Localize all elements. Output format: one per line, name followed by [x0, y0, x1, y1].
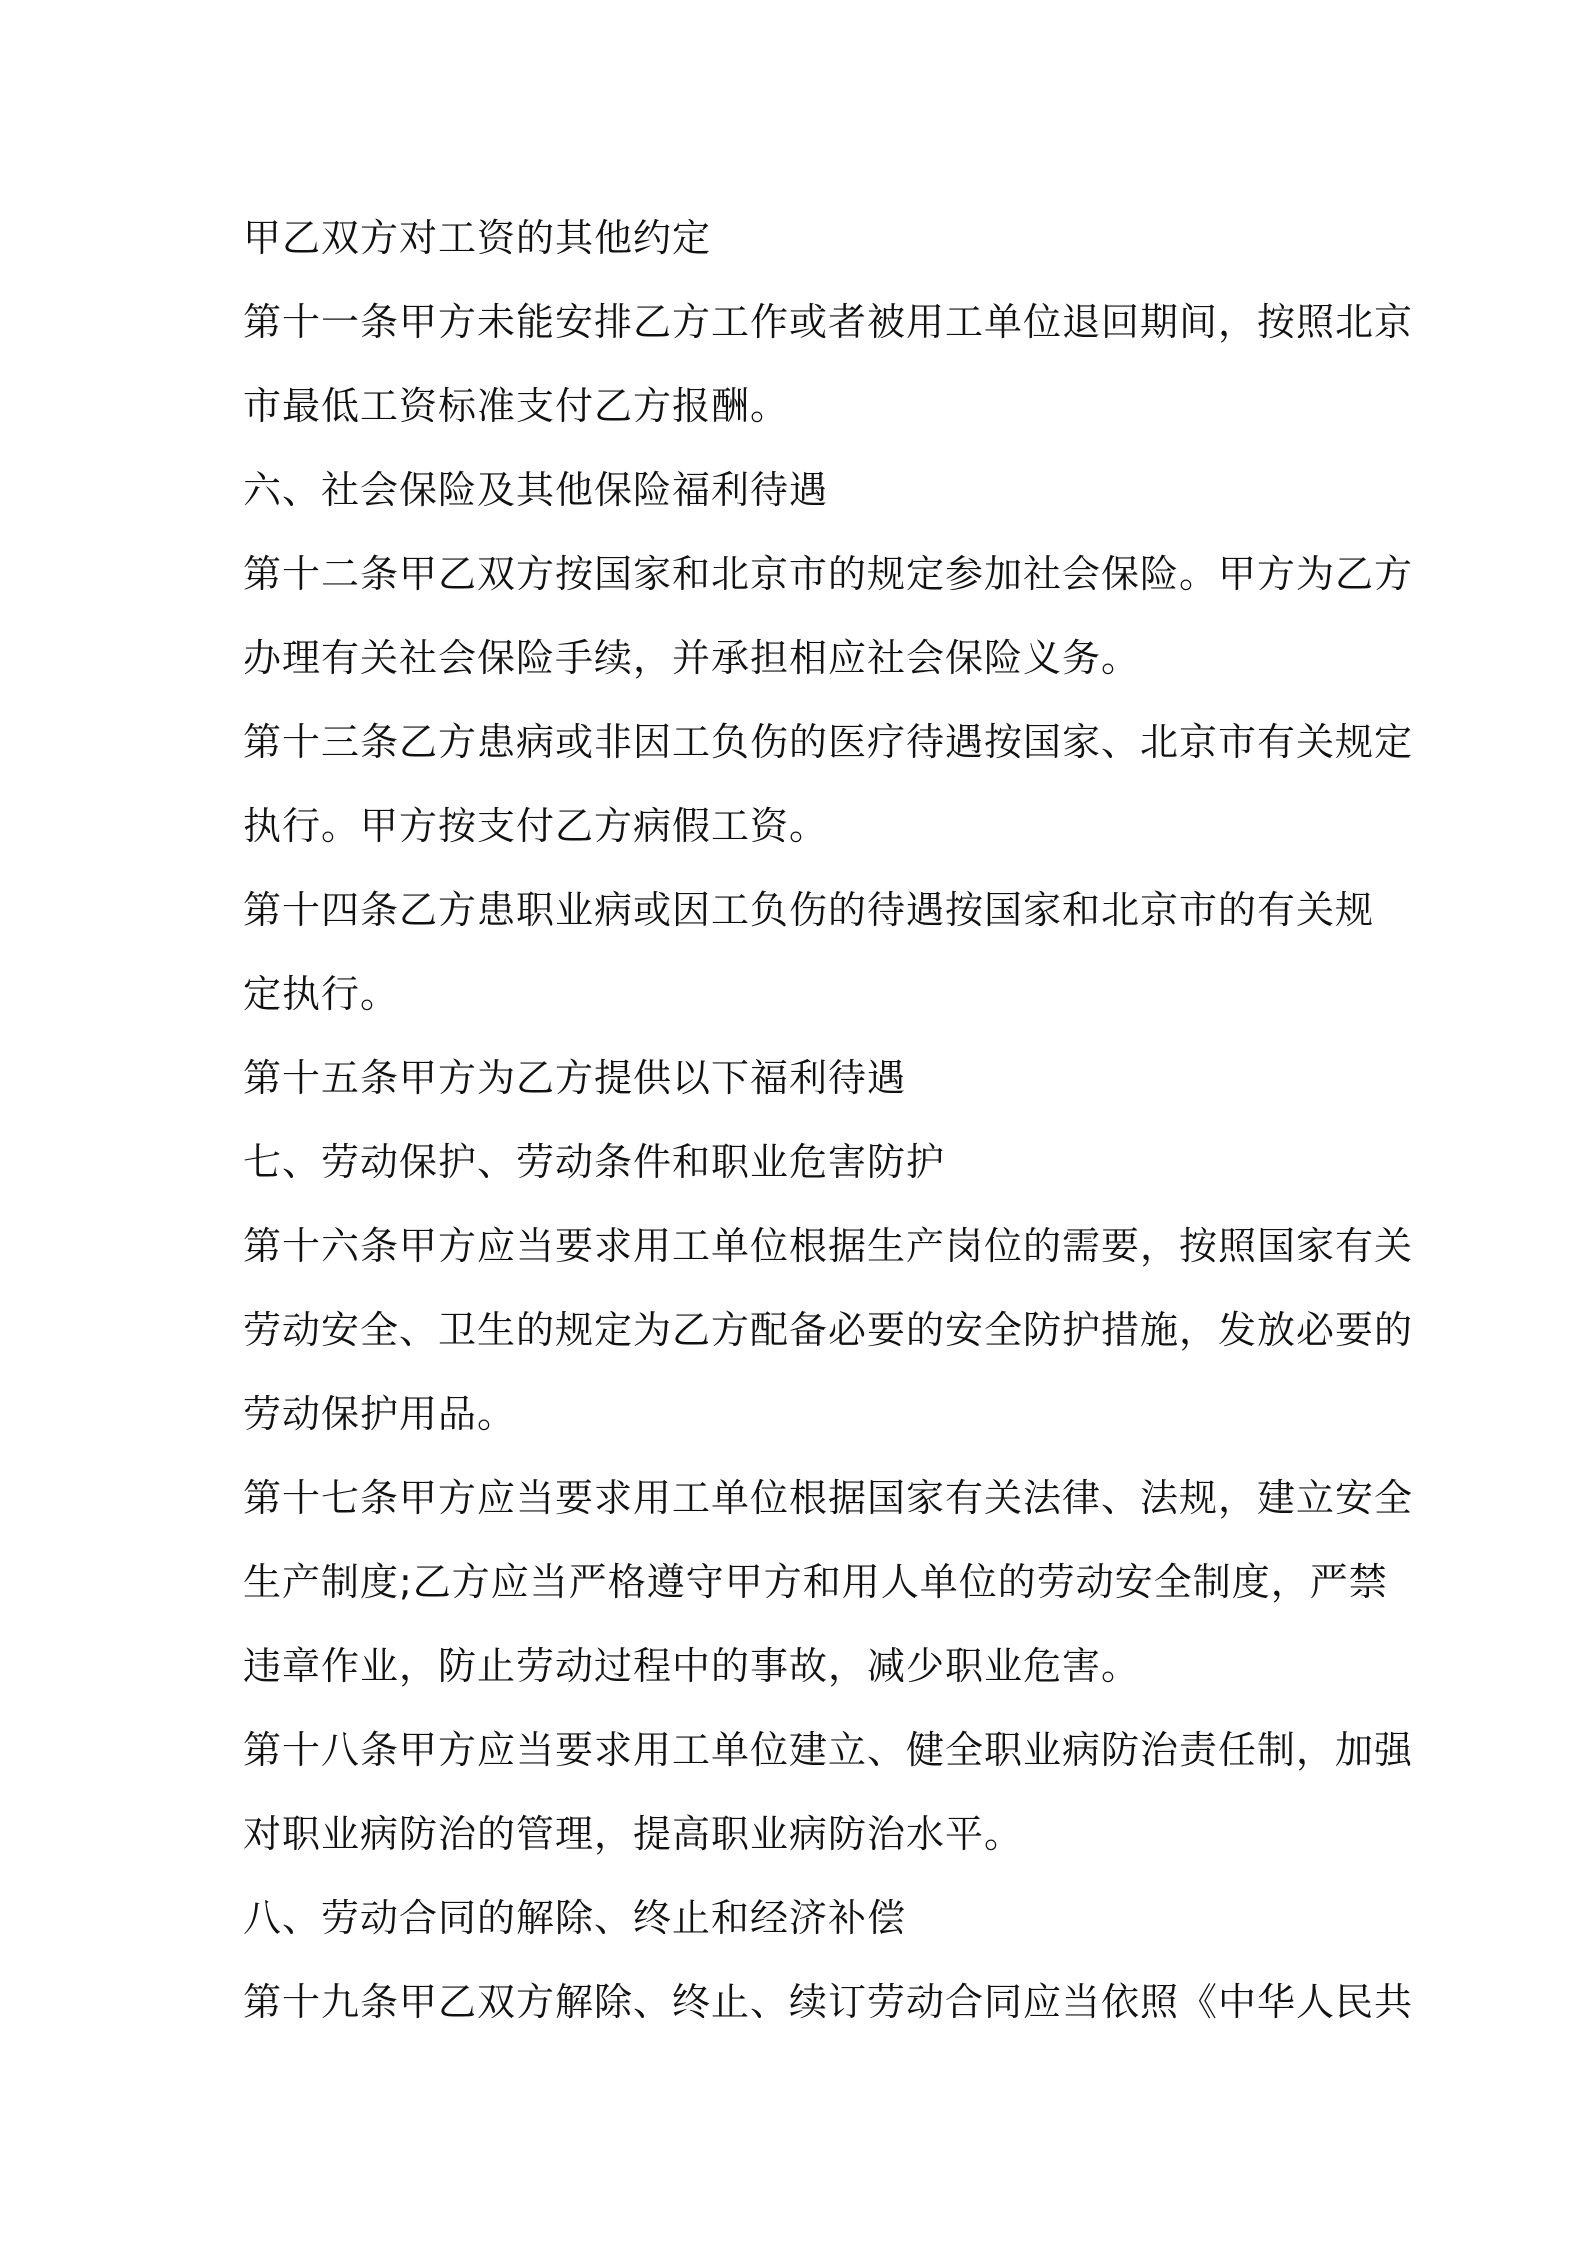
line-article-18-part1: 第十八条甲方应当要求用工单位建立、健全职业病防治责任制，加强 — [243, 1728, 1414, 1772]
line-article-14-part1: 第十四条乙方患职业病或因工负伤的待遇按国家和北京市的有关规 — [243, 888, 1375, 932]
line-article-11-part1: 第十一条甲方未能安排乙方工作或者被用工单位退回期间，按照北京 — [243, 300, 1414, 344]
line-article-17-part1: 第十七条甲方应当要求用工单位根据国家有关法律、法规，建立安全 — [243, 1476, 1414, 1520]
section-heading-7: 七、劳动保护、劳动条件和职业危害防护 — [243, 1140, 946, 1184]
line-article-16-part2: 劳动安全、卫生的规定为乙方配备必要的安全防护措施，发放必要的 — [243, 1308, 1414, 1352]
section-heading-8: 八、劳动合同的解除、终止和经济补偿 — [243, 1896, 907, 1940]
line-article-15: 第十五条甲方为乙方提供以下福利待遇 — [243, 1056, 907, 1100]
section-heading-6: 六、社会保险及其他保险福利待遇 — [243, 468, 829, 512]
line-article-13-part1: 第十三条乙方患病或非因工负伤的医疗待遇按国家、北京市有关规定 — [243, 720, 1414, 764]
line-wage-other-agreement: 甲乙双方对工资的其他约定 — [243, 216, 712, 260]
line-article-12-part1: 第十二条甲乙双方按国家和北京市的规定参加社会保险。甲方为乙方 — [243, 552, 1414, 596]
line-article-18-part2: 对职业病防治的管理，提高职业病防治水平。 — [243, 1812, 1024, 1856]
line-article-12-part2: 办理有关社会保险手续，并承担相应社会保险义务。 — [243, 636, 1141, 680]
line-article-17-part2: 生产制度;乙方应当严格遵守甲方和用人单位的劳动安全制度，严禁 — [243, 1560, 1388, 1604]
contract-text — [243, 196, 1414, 2044]
line-article-14-part2: 定执行。 — [243, 972, 400, 1016]
line-article-16-part1: 第十六条甲方应当要求用工单位根据生产岗位的需要，按照国家有关 — [243, 1224, 1414, 1268]
line-article-13-part2: 执行。甲方按支付乙方病假工资。 — [243, 804, 829, 848]
line-article-19-part1: 第十九条甲乙双方解除、终止、续订劳动合同应当依照《中华人民共 — [243, 1980, 1414, 2024]
line-article-11-part2: 市最低工资标准支付乙方报酬。 — [243, 384, 790, 428]
line-article-16-part3: 劳动保护用品。 — [243, 1392, 517, 1436]
line-article-17-part3: 违章作业，防止劳动过程中的事故，减少职业危害。 — [243, 1644, 1141, 1688]
